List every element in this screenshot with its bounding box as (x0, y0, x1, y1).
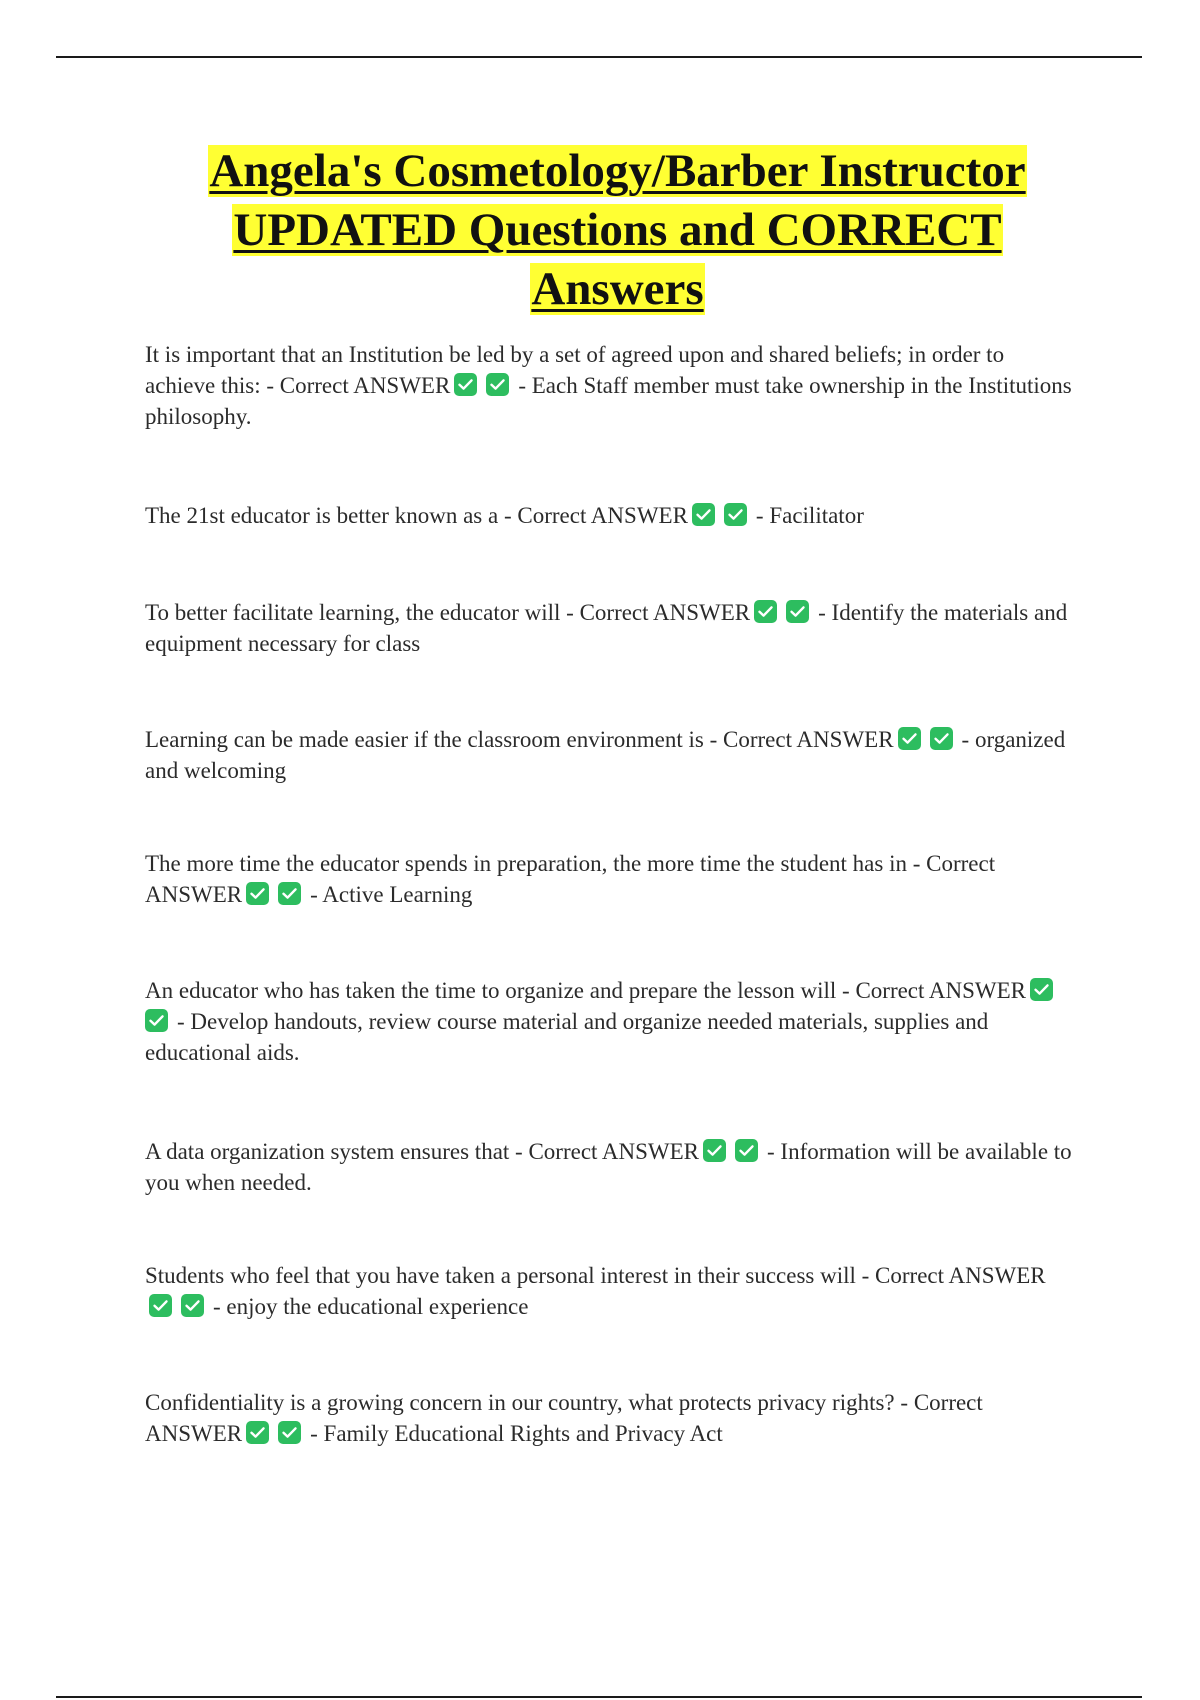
answer-text: - enjoy the educational experience (213, 1294, 529, 1319)
question-text: Students who feel that you have taken a personal interest in their success will (145, 1263, 856, 1288)
answer-text: - Facilitator (755, 503, 864, 528)
answer-marker: - Correct ANSWER (145, 851, 996, 907)
question-text: A data organization system ensures that (145, 1139, 510, 1164)
check-mark-icon (149, 1294, 172, 1317)
answer-marker: - Correct ANSWER (503, 503, 688, 528)
answer-text: - Identify the materials and equipment necessary for class (145, 600, 1068, 656)
qa-item (145, 724, 1080, 786)
answer-text: - Family Educational Rights and Privacy Act (310, 1421, 723, 1446)
check-mark-icon (692, 503, 715, 526)
qa-item (145, 848, 1080, 910)
answer-marker: - Correct ANSWER (566, 600, 751, 625)
question-text: The 21st educator is better known as a (145, 503, 499, 528)
check-mark-icon (1030, 978, 1053, 1001)
check-mark-icon (786, 600, 809, 623)
check-mark-icon (703, 1139, 726, 1162)
check-mark-icon (181, 1294, 204, 1317)
answer-marker: - Correct ANSWER (709, 727, 894, 752)
title-line-1: Angela's Cosmetology/Barber Instructor (209, 145, 1026, 197)
qa-item (145, 339, 1080, 432)
answer-marker: - Correct ANSWER (861, 1263, 1046, 1288)
answer-text: - Information will be available to you when needed. (145, 1139, 1072, 1195)
document-title (130, 142, 1105, 319)
question-text: To better facilitate learning, the educator will (145, 600, 561, 625)
question-text: Learning can be made easier if the classroom environment is (145, 727, 704, 752)
qa-item (145, 1387, 1080, 1449)
question-text: Confidentiality is a growing concern in our country, what protects privacy rights? (145, 1390, 895, 1415)
question-text: The more time the educator spends in preparation, the more time the student has in (145, 851, 907, 876)
question-text: An educator who has taken the time to organize and prepare the lesson will (145, 978, 837, 1003)
bottom-rule (56, 1696, 1142, 1698)
answer-marker: - Correct ANSWER (145, 1390, 983, 1446)
qa-item (145, 1260, 1080, 1322)
check-mark-icon (246, 1421, 269, 1444)
check-mark-icon (454, 373, 477, 396)
answer-text: - Each Staff member must take ownership in the Institutions philosophy. (145, 373, 1072, 429)
answer-text: - organized and welcoming (145, 727, 1066, 783)
check-mark-icon (486, 373, 509, 396)
check-mark-icon (930, 727, 953, 750)
qa-item (145, 1136, 1080, 1198)
title-line-2: UPDATED Questions and CORRECT (233, 204, 1002, 256)
question-text: It is important that an Institution be led by a set of agreed upon and shared beliefs; in order to achieve this: (145, 342, 1005, 398)
top-rule (56, 56, 1142, 58)
answer-text: - Active Learning (310, 882, 473, 907)
check-mark-icon (898, 727, 921, 750)
qa-item (145, 597, 1080, 659)
title-line-3: Answers (531, 263, 704, 315)
answer-marker: - Correct ANSWER (266, 373, 451, 398)
qa-item (145, 500, 1080, 531)
check-mark-icon (735, 1139, 758, 1162)
check-mark-icon (278, 1421, 301, 1444)
qa-item (145, 975, 1080, 1068)
check-mark-icon (145, 1009, 168, 1032)
check-mark-icon (754, 600, 777, 623)
answer-text: - Develop handouts, review course material and organize needed materials, supplies and educational aids. (145, 1009, 989, 1065)
check-mark-icon (724, 503, 747, 526)
answer-marker: - Correct ANSWER (842, 978, 1026, 1003)
check-mark-icon (278, 882, 301, 905)
answer-marker: - Correct ANSWER (515, 1139, 700, 1164)
check-mark-icon (246, 882, 269, 905)
